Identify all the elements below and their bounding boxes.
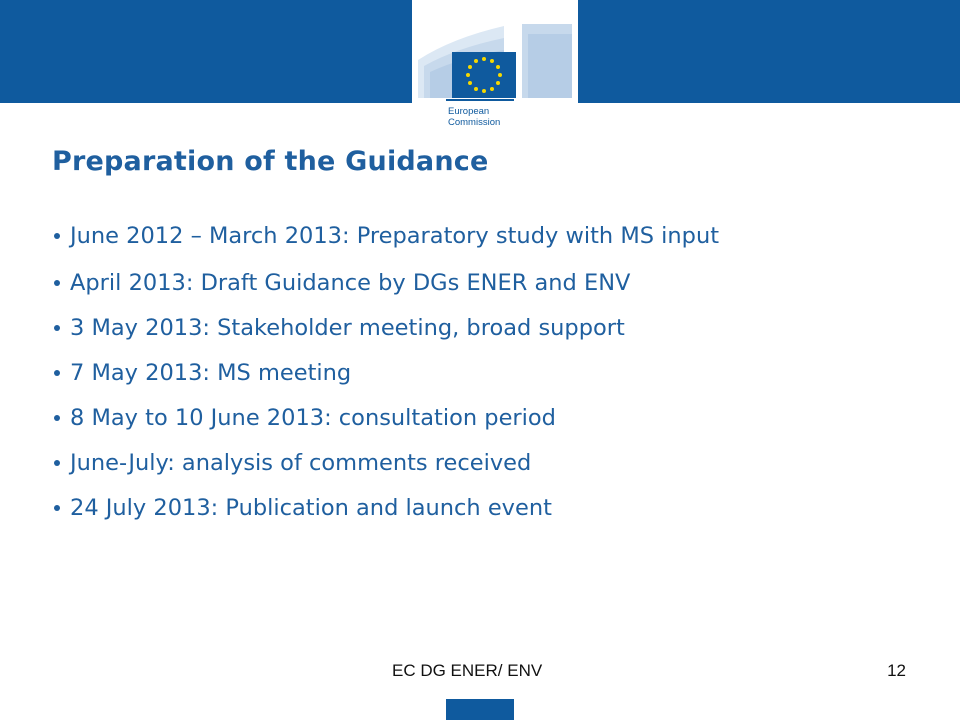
bullet-item: [52, 404, 892, 433]
bullet-dot-icon: [54, 460, 60, 466]
bullet-dot-icon: [54, 233, 60, 239]
footer-band: [446, 699, 514, 720]
page-number: 12: [887, 661, 906, 680]
bullet-text: 24 July 2013: Publication and launch event: [70, 495, 552, 521]
bullet-list: [52, 222, 892, 539]
footer-label: EC DG ENER/ ENV: [392, 661, 543, 680]
bullet-item: [52, 269, 892, 298]
bullet-text: 7 May 2013: MS meeting: [70, 360, 352, 386]
bullet-item: [52, 494, 892, 523]
european-commission-logo-icon: [412, 0, 578, 134]
bullet-dot-icon: [54, 280, 60, 286]
bullet-dot-icon: [54, 505, 60, 511]
slide-title: Preparation of the Guidance: [52, 146, 489, 177]
bullet-dot-icon: [54, 415, 60, 421]
bullet-text: 8 May to 10 June 2013: consultation period: [70, 405, 556, 431]
european-commission-logo: [412, 0, 578, 134]
bullet-item: [52, 222, 892, 251]
bullet-item: [52, 359, 892, 388]
bullet-text: June 2012 – March 2013: Preparatory study with MS input: [70, 223, 720, 249]
bullet-text: 3 May 2013: Stakeholder meeting, broad support: [70, 315, 625, 341]
bullet-item: [52, 314, 892, 343]
logo-line-1: European: [448, 106, 490, 117]
bullet-dot-icon: [54, 370, 60, 376]
bullet-item: [52, 449, 892, 478]
bullet-dot-icon: [54, 325, 60, 331]
logo-line-2: Commission: [448, 117, 501, 128]
bullet-text: April 2013: Draft Guidance by DGs ENER and ENV: [70, 270, 631, 296]
bullet-text: June-July: analysis of comments received: [70, 450, 532, 476]
